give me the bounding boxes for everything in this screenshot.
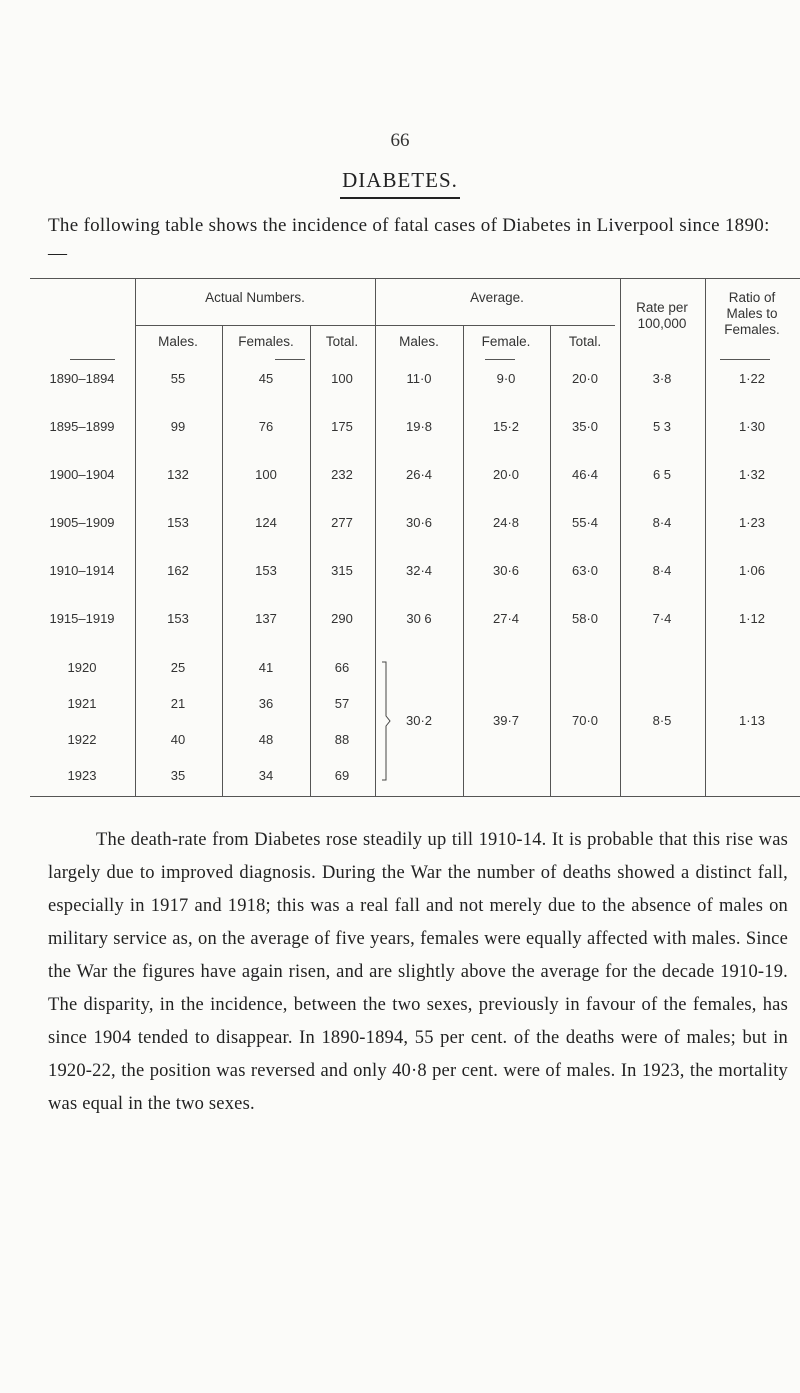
males-cell: 99 <box>170 419 186 434</box>
col-rule <box>310 325 311 796</box>
col-rule <box>620 278 621 796</box>
period-cell: 1923 <box>67 768 97 783</box>
rate-cell: 7·4 <box>652 611 672 626</box>
avg-total-cell: 58·0 <box>571 611 599 626</box>
table-bottom-rule <box>30 796 800 797</box>
group-ratio: 1·13 <box>738 713 766 728</box>
period-cell: 1900–1904 <box>49 467 115 482</box>
period-cell: 1920 <box>67 660 97 675</box>
avg-total-cell: 35·0 <box>571 419 599 434</box>
col-rule <box>550 325 551 796</box>
header-underline <box>275 359 305 360</box>
avg-males-cell: 11·0 <box>406 371 432 386</box>
title-underline <box>340 197 460 199</box>
rate-cell: 8·4 <box>652 515 672 530</box>
group-rate: 8·5 <box>652 713 672 728</box>
total-cell: 175 <box>331 419 353 434</box>
ratio-cell: 1·22 <box>738 371 766 386</box>
period-cell: 1915–1919 <box>49 611 115 626</box>
avg-female-cell: 15·2 <box>492 419 520 434</box>
females-cell: 45 <box>258 371 274 386</box>
avg-males-cell: 19·8 <box>405 419 433 434</box>
group-avg-total: 70·0 <box>571 713 599 728</box>
header-average: Average. <box>470 290 524 305</box>
avg-males-cell: 26·4 <box>405 467 433 482</box>
males-cell: 21 <box>170 696 186 711</box>
group-avg-female: 39·7 <box>492 713 520 728</box>
females-cell: 76 <box>258 419 274 434</box>
avg-total-cell: 20·0 <box>571 371 599 386</box>
rate-cell: 3·8 <box>652 371 672 386</box>
col-rule <box>705 278 706 796</box>
rate-cell: 8·4 <box>652 563 672 578</box>
total-cell: 66 <box>334 660 350 675</box>
period-cell: 1921 <box>67 696 97 711</box>
total-cell: 57 <box>334 696 350 711</box>
females-cell: 100 <box>255 467 277 482</box>
total-cell: 277 <box>331 515 353 530</box>
header-rate: Rate per 100,000 <box>636 300 688 331</box>
avg-males-cell: 30·6 <box>405 515 433 530</box>
males-cell: 153 <box>167 611 189 626</box>
avg-female-cell: 30·6 <box>492 563 520 578</box>
col-rule <box>222 325 223 796</box>
header-females: Females. <box>238 334 294 349</box>
period-cell: 1895–1899 <box>49 419 115 434</box>
ratio-cell: 1·30 <box>738 419 766 434</box>
total-cell: 100 <box>331 371 353 386</box>
ratio-cell: 1·23 <box>738 515 766 530</box>
total-cell: 232 <box>331 467 353 482</box>
males-cell: 40 <box>170 732 186 747</box>
ratio-cell: 1·32 <box>738 467 766 482</box>
rate-cell: 6 5 <box>652 467 672 482</box>
ratio-cell: 1·12 <box>738 611 766 626</box>
period-cell: 1922 <box>67 732 97 747</box>
avg-total-cell: 55·4 <box>571 515 599 530</box>
females-cell: 137 <box>255 611 277 626</box>
ratio-cell: 1·06 <box>738 563 766 578</box>
header-underline <box>485 359 515 360</box>
period-cell: 1910–1914 <box>49 563 115 578</box>
females-cell: 41 <box>258 660 274 675</box>
header-males: Males. <box>158 334 198 349</box>
avg-males-cell: 30 6 <box>406 611 432 626</box>
males-cell: 55 <box>170 371 186 386</box>
header-underline <box>70 359 115 360</box>
avg-female-cell: 9·0 <box>496 371 516 386</box>
avg-female-cell: 24·8 <box>492 515 520 530</box>
header-ratio: Ratio of Males to Females. <box>724 290 780 337</box>
col-rule <box>463 325 464 796</box>
males-cell: 25 <box>170 660 186 675</box>
males-cell: 162 <box>167 563 189 578</box>
females-cell: 48 <box>258 732 274 747</box>
page-number: 66 <box>390 130 410 151</box>
header-avg-total: Total. <box>568 334 602 349</box>
total-cell: 88 <box>334 732 350 747</box>
avg-female-cell: 27·4 <box>492 611 520 626</box>
table-top-rule <box>30 278 800 279</box>
paragraph-text: The death-rate from Diabetes rose steadily up till 1910-14. It is probable that this rise was largely due to improved diagnosis. During the War the number of deaths showed a distinct fall, especially in 1917 and 1918; this was a real fall and not merely due to the absence of males on military service as, on the average of five years, females were equally affected with males. Since the War the figures have again risen, and are slightly above the average for the decade 1910-19. The disparity, in the incidence, between the two sexes, previously in favour of the females, has since 1904 tended to disappear. In 1890-1894, 55 per cent. of the deaths were of males; but in 1920-22, the position was reversed and only 40·8 per cent. were of males. In 1923, the mortality was equal in the two sexes. <box>48 830 788 1114</box>
total-cell: 69 <box>334 768 350 783</box>
females-cell: 34 <box>258 768 274 783</box>
avg-total-cell: 63·0 <box>571 563 599 578</box>
group-avg-males: 30·2 <box>405 713 433 728</box>
header-underline <box>720 359 770 360</box>
intro-text: The following table shows the incidence of fatal cases of Diabetes in Liverpool since 1890:— <box>48 215 770 264</box>
total-cell: 315 <box>331 563 353 578</box>
males-cell: 132 <box>167 467 189 482</box>
males-cell: 153 <box>167 515 189 530</box>
total-cell: 290 <box>331 611 353 626</box>
females-cell: 153 <box>255 563 277 578</box>
period-cell: 1890–1894 <box>49 371 115 386</box>
discussion-paragraph <box>48 824 788 1121</box>
group-brace-icon <box>380 660 394 782</box>
females-cell: 124 <box>255 515 277 530</box>
period-cell: 1905–1909 <box>49 515 115 530</box>
header-total: Total. <box>325 334 359 349</box>
avg-female-cell: 20·0 <box>492 467 520 482</box>
males-cell: 35 <box>170 768 186 783</box>
header-actual-numbers: Actual Numbers. <box>205 290 305 305</box>
col-rule <box>375 278 376 796</box>
header-avg-female: Female. <box>481 334 531 349</box>
page-title: DIABETES. <box>342 168 458 192</box>
avg-total-cell: 46·4 <box>571 467 599 482</box>
females-cell: 36 <box>258 696 274 711</box>
rate-cell: 5 3 <box>652 419 672 434</box>
header-avg-males: Males. <box>399 334 439 349</box>
col-rule <box>135 278 136 796</box>
diabetes-table <box>30 276 800 798</box>
avg-males-cell: 32·4 <box>405 563 433 578</box>
